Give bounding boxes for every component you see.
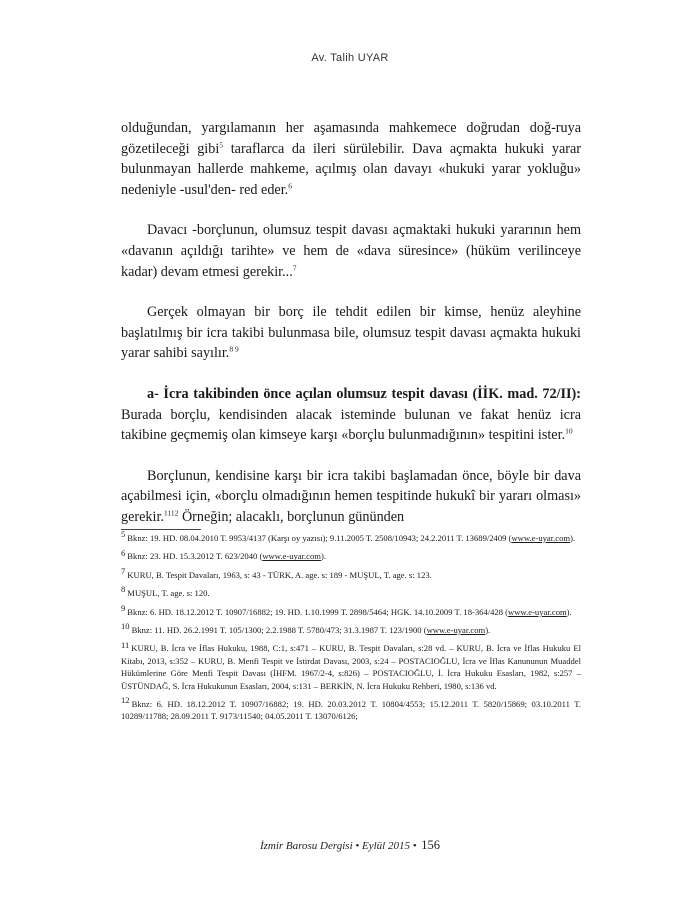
footnote-number: 9 (121, 602, 126, 613)
footnote-link[interactable]: www.e-uyar.com (508, 606, 567, 617)
footnote (121, 565, 581, 581)
footnote-text: Bknz: 19. HD. 08.04.2010 T. 9953/4137 (Karşı oy yazısı); 9.11.2005 T. 2508/10943; 24.2.2011 T. 13689/2409 ( (127, 533, 512, 543)
footnote-tail: ). (566, 606, 572, 617)
footnote-ref[interactable]: 8 9 (229, 344, 239, 354)
paragraph: Davacı -borçlunun, olumsuz tespit davası açmaktaki hukuki yararının hem «davanın açıldığı tarihte» ve hem de «dava süresince» (hüküm verilinceye kadar) devam etmesi gerekir...$^7$ (121, 222, 581, 280)
footnote-text: Bknz: 6. HD. 18.12.2012 T. 10907/16882; 19. HD. 1.10.1999 T. 2898/5464; HGK. 14.10.2009 T. 18-364/428 ( (127, 606, 509, 617)
footnote-text: MUŞUL, T. age. s: 120. (127, 588, 210, 599)
page-footer (0, 838, 700, 853)
footnote-ref[interactable]: 5 (219, 139, 224, 149)
paragraph: olduğundan, yargılamanın her aşamasında mahkemece doğrudan doğ-ruya gözetileceği gibi$^5$ taraflarca da ileri sürülebilir. Dava açmakta hukuki yarar bulunmayan hallerde mahkeme, açılmış olan davayı «hukuki yarar yokluğu» nedeniyle -usul'den- red eder.$^6$ (121, 120, 581, 198)
journal-name: İzmir Barosu Dergisi • Eylül 2015 • (259, 840, 417, 852)
paragraph: Gerçek olmayan bir borç ile tehdit edilen bir kimse, henüz aleyhine başlatılmış bir icra takibi bulunmasa bile, olumsuz tespit davası açmakta hukuki yarar sahibi sayılır.$^{8 9}$ (121, 304, 581, 362)
footnote (121, 695, 581, 723)
footnote-number: 12 (121, 695, 130, 706)
running-header: Av. Talih UYAR (311, 52, 389, 64)
footnote-link[interactable]: www.e-uyar.com (262, 551, 321, 562)
footnote-divider (121, 529, 201, 530)
footnote-number: 5 (121, 529, 126, 540)
footnote (121, 584, 581, 599)
section-heading: a- İcra takibinden önce açılan olumsuz tespit davası (İİK. mad. 72/II): (147, 385, 581, 402)
footnote-text: Bknz: 11. HD. 26.2.1991 T. 105/1300; 2.2.1988 T. 5780/473; 31.3.1987 T. 123/1900 ( (131, 625, 427, 636)
footnote-ref[interactable]: 7 (292, 262, 297, 272)
footnote (121, 529, 581, 544)
footnote (121, 621, 581, 636)
footnote-tail: ). (320, 551, 326, 562)
body-text (121, 118, 581, 528)
footnote-number: 6 (121, 547, 126, 558)
footnote-text: KURU, B. Tespit Davaları, 1963, s: 43 - TÜRK, A. age. s: 189 - MUŞUL, T. age. s: 123. (127, 569, 432, 580)
footnote (121, 639, 581, 692)
paragraph: Borçlunun, kendisine karşı bir icra takibi başlamadan önce, böyle bir dava açabilmesi için, «borçlu olmadığının hemen tespitinde hukukî bir yararı olması» gerekir.$^{1112}$ Örneğin; alacaklı, borçlunun gününden (121, 467, 581, 525)
footnote-number: 8 (121, 584, 126, 595)
footnote-tail: ). (570, 533, 576, 543)
footnote-tail: ). (485, 625, 491, 636)
footnote-number: 10 (121, 621, 130, 632)
page-number: 156 (421, 838, 441, 852)
paragraph: a- İcra takibinden önce açılan olumsuz tespit davası (İİK. mad. 72/II): Burada borçlu, kendisinden alacak isteminde bulunan ve fakat henüz icra takibine geçmemiş olan kimseye karşı «borçlu bulunmadığının» tespitini ister.$^{10}$ (121, 385, 581, 444)
footnotes (121, 529, 581, 729)
footnote-text: Bknz: 23. HD. 15.3.2012 T. 623/2040 ( (127, 551, 263, 562)
footnote-link[interactable]: www.e-uyar.com (426, 625, 486, 636)
footnote-link[interactable]: www.e-uyar.com (511, 533, 571, 543)
footnote (121, 547, 581, 562)
footnote (121, 602, 581, 618)
footnote-text: KURU, B. İcra ve İflas Hukuku, 1988, C:1, s:471 – KURU, B. Tespit Davaları, s:28 vd. – KURU, B. İcra ve İflas Hukuku El Kitabı, 2013, s:352 – KURU, B. Menfi Tespit ve İstirdat Davası, 2003, s:24 – POSTACIOĞLU, İcra ve İflas Kanununun Muaddel Hükümlerine Göre Menfi Tespit Davası (İHFM. 1967/2-4, s:826) – POSTACIOĞLU, İ. İcra Hukuku Esasları, 1982, s:257 – ÜSTÜNDAĞ, S. İcra Hukukunun Esasları, 2004, s:131 – BERKİN, N. İcra Hukuku Rehberi, 1980, s:136 vd. (121, 643, 581, 691)
footnote-text: Bknz: 6. HD. 18.12.2012 T. 10907/16882; 19. HD. 20.03.2012 T. 10804/4553; 15.12.2011 T. 5820/15869; 03.10.2011 T. 10289/11788; 28.09.2011 T. 9173/11540; 04.05.2011 T. 13070/6126; (121, 699, 581, 722)
footnote-ref[interactable]: 6 (288, 181, 292, 191)
footnote-number: 11 (121, 639, 130, 650)
footnote-number: 7 (121, 565, 126, 576)
footnote-ref[interactable]: 1112 (163, 508, 179, 518)
footnote-ref[interactable]: 10 (565, 426, 573, 436)
